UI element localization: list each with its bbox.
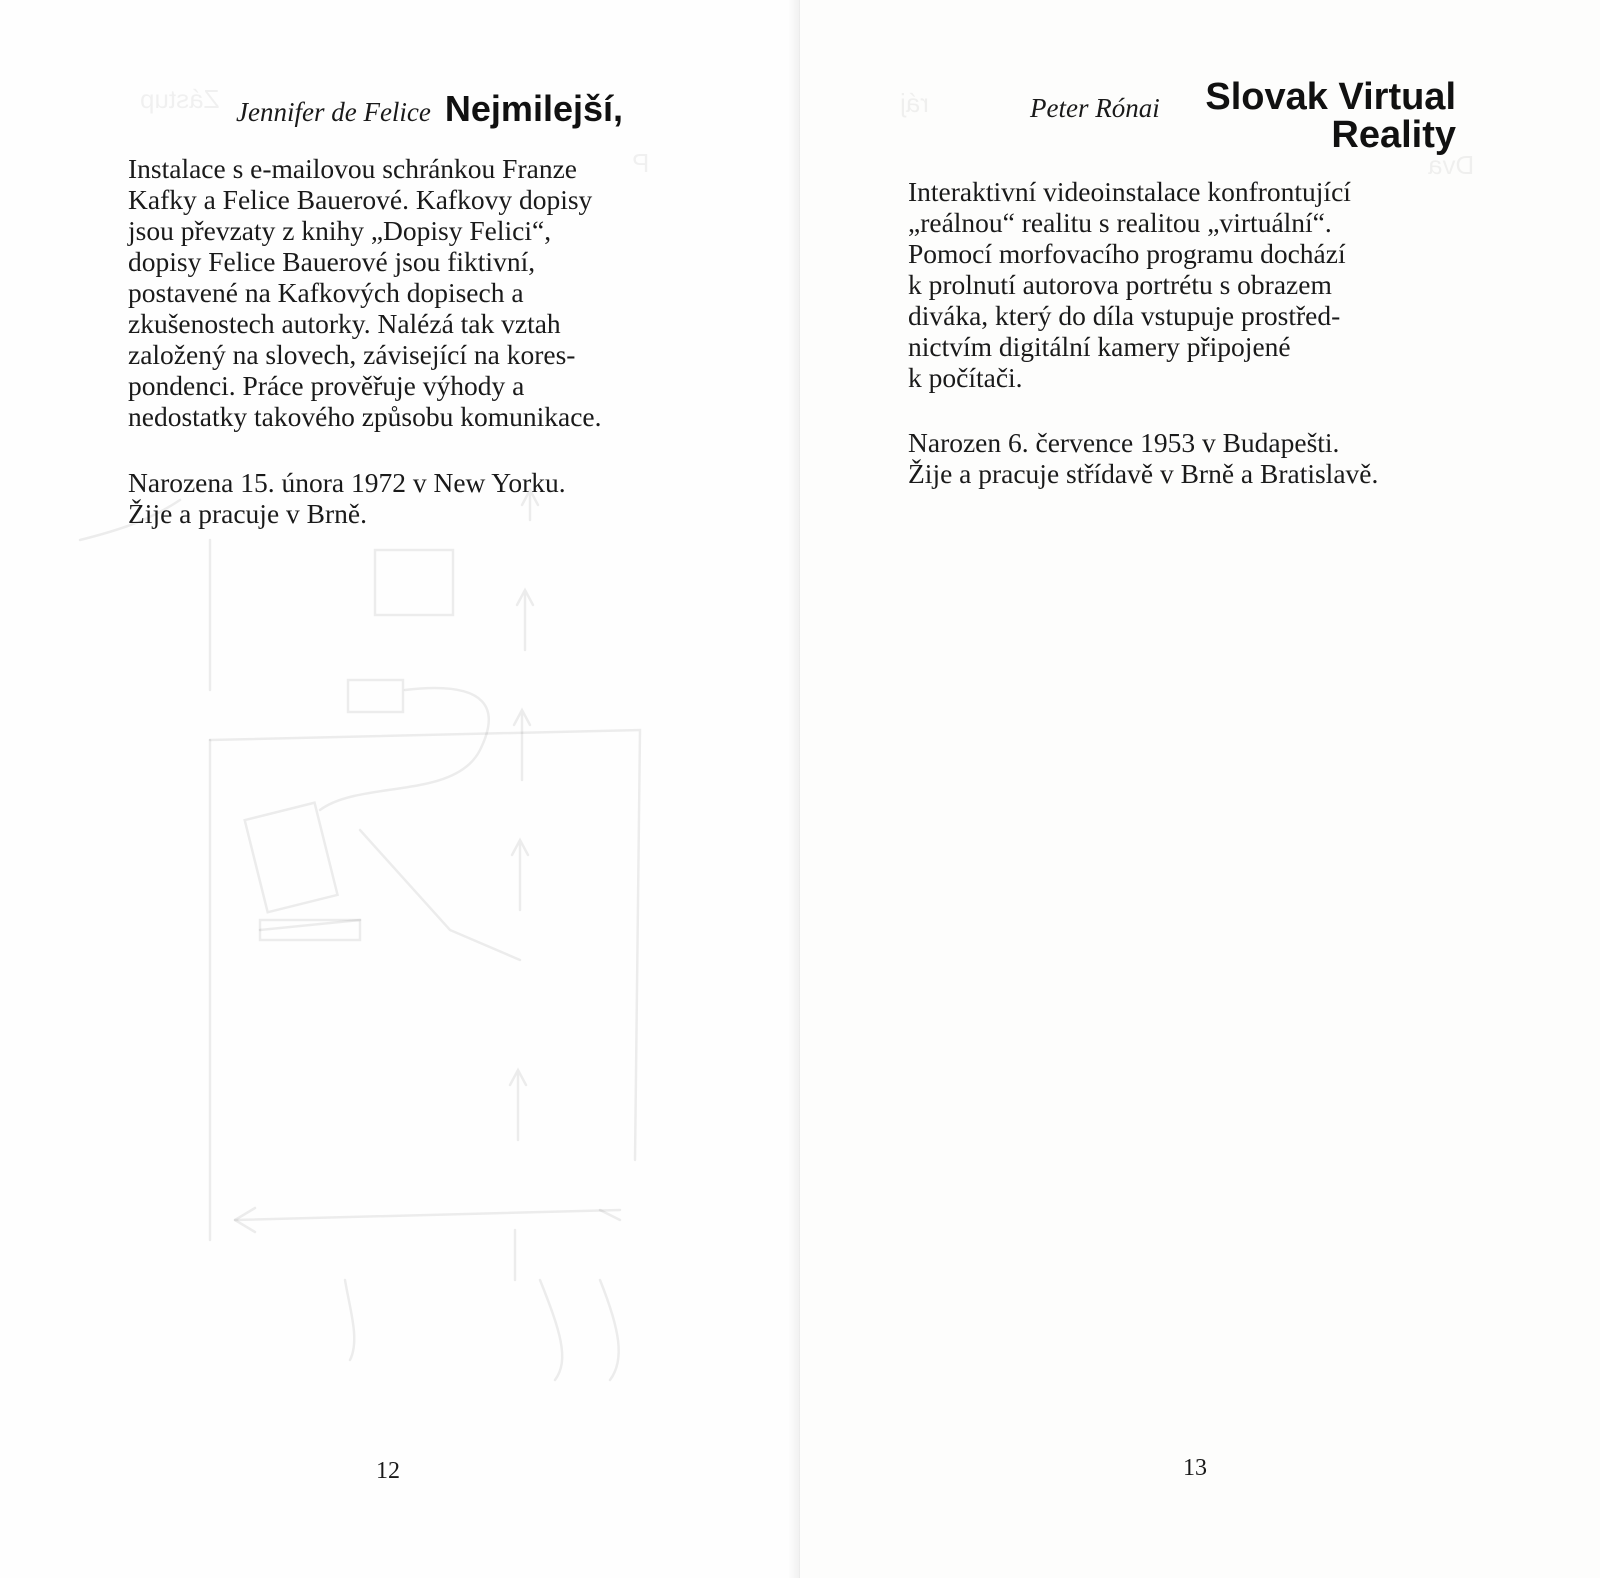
description-line: diváka, který do díla vstupuje prostřed- bbox=[908, 300, 1341, 331]
description-line: jsou převzaty z knihy „Dopisy Felici“, bbox=[128, 215, 552, 246]
description-line: k prolnutí autorova portrétu s obrazem bbox=[908, 269, 1332, 300]
title-line: Slovak Virtual bbox=[1205, 76, 1456, 118]
description-line: Interaktivní videoinstalace konfrontující bbox=[908, 176, 1351, 207]
description-line: založený na slovech, závisející na kores- bbox=[128, 339, 576, 370]
description-line: dopisy Felice Bauerové jsou fiktivní, bbox=[128, 246, 536, 277]
description-line: „reálnou“ realitu s realitou „virtuální“. bbox=[908, 207, 1332, 238]
description-line: Instalace s e-mailovou schránkou Franze bbox=[128, 153, 577, 184]
description-line: pondenci. Práce prověřuje výhody a bbox=[128, 370, 525, 401]
artwork-header bbox=[236, 88, 623, 130]
bio-line: Narozena 15. února 1972 v New Yorku. bbox=[128, 467, 566, 498]
show-through-text: Dva bbox=[1428, 150, 1475, 180]
show-through-text: ráj bbox=[900, 88, 929, 118]
artist-bio bbox=[128, 467, 566, 529]
show-through-text: Zástup bbox=[140, 84, 220, 114]
description-line: Pomocí morfovacího programu dochází bbox=[908, 238, 1346, 269]
bio-line: Žije a pracuje střídavě v Brně a Bratislavě. bbox=[908, 458, 1379, 489]
bio-line: Žije a pracuje v Brně. bbox=[128, 498, 367, 529]
artwork-title bbox=[1205, 78, 1456, 154]
right-page bbox=[800, 0, 1600, 1578]
artist-name: Peter Rónai bbox=[1030, 93, 1160, 123]
description-line: zkušenostech autorky. Nalézá tak vztah bbox=[128, 308, 561, 339]
show-through-sketch bbox=[60, 480, 720, 1520]
page-number: 12 bbox=[376, 1458, 400, 1484]
description-line: Kafky a Felice Bauerové. Kafkovy dopisy bbox=[128, 184, 593, 215]
description-line: nictvím digitální kamery připojené bbox=[908, 331, 1291, 362]
description-line: nedostatky takového způsobu komunikace. bbox=[128, 401, 602, 432]
bio-line: Narozen 6. července 1953 v Budapešti. bbox=[908, 427, 1340, 458]
page-number: 13 bbox=[1183, 1455, 1207, 1481]
artist-bio bbox=[908, 427, 1378, 489]
artwork-description bbox=[128, 153, 602, 432]
title-line: Reality bbox=[1331, 114, 1456, 156]
description-line: postavené na Kafkových dopisech a bbox=[128, 277, 524, 308]
artwork-title: Nejmilejší, bbox=[444, 88, 623, 129]
artist-name: Jennifer de Felice bbox=[236, 97, 431, 127]
artwork-description bbox=[908, 176, 1351, 393]
show-through-text: P bbox=[632, 148, 650, 178]
description-line: k počítači. bbox=[908, 362, 1023, 393]
